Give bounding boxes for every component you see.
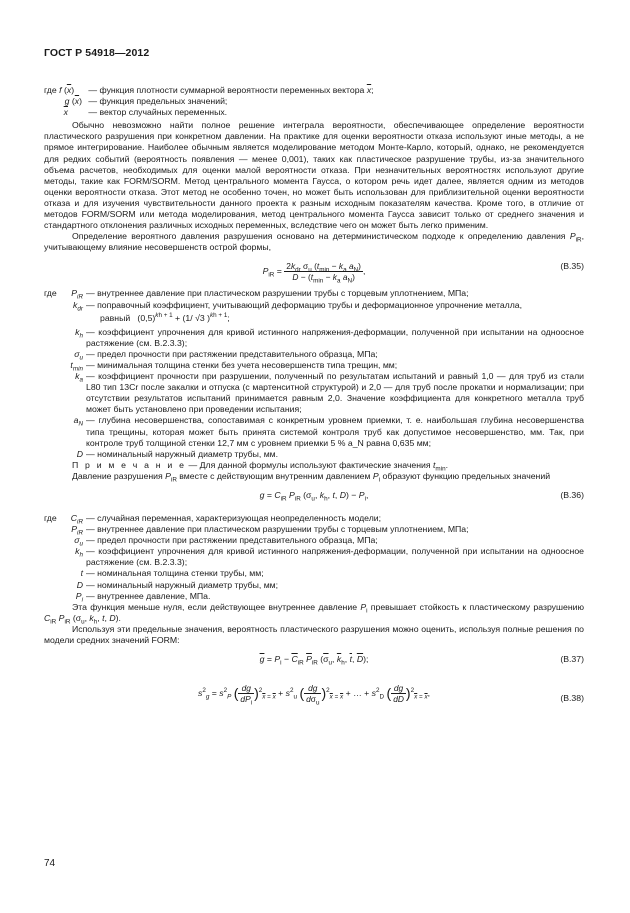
- def-sym: $a_N$: [73, 415, 83, 429]
- def-sym: $P_{iR}$: [71, 524, 83, 537]
- def-sym: $k_a$: [75, 371, 83, 384]
- document-header: ГОСТ Р 54918—2012: [44, 47, 150, 59]
- equation-b38-expr: $s^2_g = s^2_P$ ( $\frac{dg}{dP_i}$ )$^2_{\overline{x} = \overline{x}} + s^2_u$ ( $\frac{dg}{d\sigma_u}$ )$^2_{\overline{x} = \overline{x}}$ + … + $s^2_D$ ( $\frac{dg}{dD}$ )$^2_{\overline{x} = \overline{x}}$,: [197, 683, 431, 707]
- note: П р и м е ч а н и е — Для данной формулы используют фактические значения $t_{min}$.: [72, 459, 448, 473]
- def-desc: — предел прочности при растяжении представительного образца, МПа;: [86, 348, 378, 359]
- intro-definitions: [44, 85, 584, 118]
- equation-b37-expr: $\overline{g} = P_i - \overline{C}_{iR}$ $\overline{P}_{iR}$ ($\overline{\sigma}_u$, $\overline{k}_h$, $\overline{t}$, $\overline{D}$);: [259, 654, 369, 667]
- sym-g: g $(\overline{x})$: [64, 96, 82, 107]
- def-desc: — глубина несовершенства, сопоставимая с конкретным уровнем приемки, т. е. наибольшая глубина несовершенства типа трещины, которая может быть принята системой контроля труб как допустимое несовершенство, мм. Так, при контроле труб толщиной стенки 12,7 мм с уровнем приемки 5 % a_N равна 0,635 мм;: [86, 415, 584, 448]
- def-sym: D: [76, 448, 83, 459]
- def-desc: — поправочный коэффициент, учитывающий деформацию трубы и деформационное упрочнение металла, равный $(0,5)^{kh + 1} + (1/$ √3 )$^{kh + 1}$;: [86, 299, 523, 323]
- def-sym: где $P_{iR}$: [44, 288, 83, 302]
- def-desc: — коэффициент прочности при разрушении, полученный по результатам испытаний и равный 1,0 — для труб из стали L80 тип 13Cr после закалки и отпуска (с мартенситной структурой) и 2,0 — для труб после прокатки и нормализации; при отсутствии результатов испытаний принимается равным 2,0. Значение коэффициента для конкретного металла труб может быть установлено при проведении испытания;: [86, 371, 584, 415]
- def-desc: — коэффициент упрочнения для кривой истинного напряжения-деформации, полученной при испытании на одноосное растяжение (см. B.2.3.3);: [86, 546, 584, 568]
- def-sym: t: [80, 568, 83, 579]
- equation-b38-number: (B.38): [560, 693, 584, 704]
- def-g: — функция предельных значений;: [86, 96, 228, 107]
- document-body: [44, 85, 584, 722]
- paragraph-limit-function: Давление разрушения $P_{iR}$ вместе с действующим внутренним давлением $P_i$ образуют функцию предельных значений: [72, 470, 551, 484]
- def-desc: — коэффициент упрочнения для кривой истинного напряжения-деформации, полученной при испытании на одноосное растяжение (см. B.2.3.3);: [86, 326, 584, 348]
- equation-b35-number: (B.35): [560, 261, 584, 272]
- equation-b35-expr: $P_{iR}$ = $\frac{2k_{dr} \sigma_u (t_{min} - k_a a_N)}{D - (t_{min} - k_a a_N)}$ ,: [262, 261, 366, 286]
- def-desc: — внутреннее давление при пластическом разрушении трубы с торцевым уплотнением, МПа;: [86, 288, 469, 299]
- def-x: — вектор случайных переменных.: [86, 107, 228, 118]
- def-sym: $\sigma_u$: [74, 348, 83, 362]
- def-desc: — предел прочности при растяжении представительного образца, МПа;: [86, 535, 378, 546]
- def-sym: $t_{min}$: [70, 359, 83, 373]
- def-desc: — внутреннее давление, МПа.: [86, 590, 211, 601]
- def-sym: $k_h$: [75, 326, 83, 340]
- def-sym: $P_i$: [75, 590, 83, 604]
- sym-x: $\overline{x}$: [63, 107, 68, 118]
- def-f: — функция плотности суммарной вероятности переменных вектора $\overline{x}$;: [86, 85, 374, 95]
- def-desc: — минимальная толщина стенки без учета несовершенств типа трещин, мм;: [86, 359, 398, 370]
- def-sym: $k_{dr}$: [73, 299, 83, 313]
- def-desc: — номинальный наружный диаметр трубы, мм.: [86, 448, 279, 459]
- def-desc: — внутреннее давление при пластическом разрушении трубы с торцевым уплотнением, МПа;: [86, 524, 469, 535]
- page-number: 74: [44, 858, 56, 869]
- paragraph-form: Используя эти предельные значения, вероятность пластического разрушения можно оценить, используя полные решения по модели средних значений FORM:: [44, 623, 584, 646]
- definitions-b36: [44, 513, 584, 602]
- equation-b38: [44, 677, 584, 717]
- equation-b36: [44, 486, 584, 508]
- def-desc: — номинальная толщина стенки трубы, мм;: [86, 568, 264, 579]
- def-desc: — номинальный наружный диаметр трубы, мм;: [86, 579, 279, 590]
- def-desc: — случайная переменная, характеризующая неопределенность модели;: [86, 513, 382, 523]
- def-sym: $\sigma_u$: [74, 535, 83, 548]
- def-sym: где $C_{iR}$: [44, 513, 83, 526]
- equation-b37-number: (B.37): [560, 654, 584, 665]
- equation-b37: [44, 650, 584, 672]
- paragraph-burst-pressure: Определение вероятного давления разрушения основано на детерминистическом подходе к определению давления $P_{iR}$, учитывающему влияние несовершенств острой формы,: [44, 231, 584, 253]
- equation-b36-expr: $g = C_{iR}$ $P_{iR}$ ($\sigma_u$, $k_h$, t, $D) - P_i$,: [259, 490, 369, 503]
- equation-b36-number: (B.36): [560, 490, 584, 500]
- definitions-b35: [44, 288, 584, 459]
- where-word: где f $(\overline{x})$: [44, 85, 75, 95]
- def-sym: $k_h$: [75, 546, 83, 560]
- paragraph-negative: Эта функция меньше нуля, если действующее внутреннее давление $P_i$ превышает стойкость к пластическому разрушению $C_{iR}$ $P_{iR}$ ($\sigma_u$, $k_h$, t, D).: [44, 601, 584, 626]
- equation-b35: [44, 257, 584, 286]
- paragraph-methods: Обычно невозможно найти полное решение интеграла вероятности, обеспечивающее определение вероятности пластического разрушения при конкретном давлении. На практике для оценки вероятности отказа используют иные методы, а не прямое интегрирование. Наиболее обычным является моделирование методом Монте-Карло, который, однако, не рекомендуется для редких событий (вероятность появления — менее 0,001), таких как пластическое разрушение трубы, из-за значительного объема расчетов, необходимых для оценки малой вероятности отказа. При незначительных вероятностях используют другие методы, такие как FORM/SORM. Метод центрального момента Гаусса, о котором речь идет далее, является одним из методов оценки вероятности отказа. Этот метод не особенно точен, но может быть использован для приблизительной оценки вероятности отказа и для изучения чувствительности данного проекта к разным исходным показателям качества. Кроме того, в отличие от методов FORM/SORM или метода моделирования, метод центрального момента Гаусса зависит только от среднего значения и стандартного отклонения различных исходных переменных, вследствие чего он может быть легко применим.: [44, 120, 584, 231]
- def-sym: D: [76, 579, 83, 590]
